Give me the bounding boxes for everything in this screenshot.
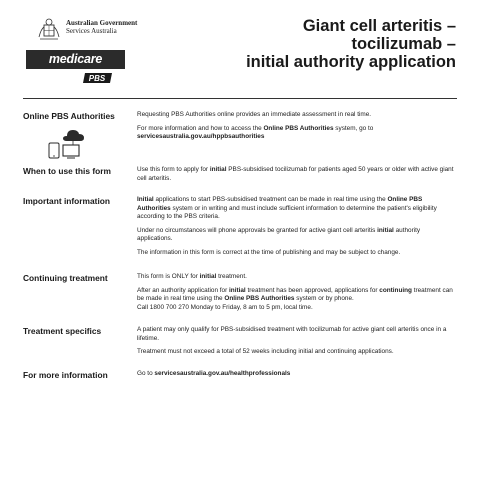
bold-run: initial — [209, 166, 227, 173]
text-run: Under no circumstances will phone approvals be granted for active giant cell arteritis — [137, 226, 378, 234]
bold-run: Online PBS Authorities — [137, 196, 423, 212]
section-body — [137, 196, 455, 263]
title-line-3: initial authority application — [246, 53, 456, 71]
government-wordmark — [66, 19, 137, 35]
section-body — [137, 370, 455, 384]
cloud-devices-icon — [45, 125, 87, 159]
bold-run: continuing — [379, 286, 412, 294]
online-paragraph-2 — [137, 125, 455, 142]
text-run: After an authority application for — [137, 286, 230, 294]
bold-run: Initial — [137, 196, 154, 203]
more-paragraph-1 — [137, 370, 455, 379]
section-heading: Treatment specifics — [23, 326, 102, 336]
important-paragraph-1 — [137, 196, 455, 222]
gov-line-1: Australian Government — [66, 19, 138, 27]
specifics-paragraph-2: Treatment must not exceed a total of 52 weeks including initial and continuing applications. — [137, 348, 394, 356]
header-divider — [23, 98, 457, 99]
title-line-2: tocilizumab – — [351, 35, 456, 53]
text-run: Go to — [137, 370, 155, 377]
title-line-1: Giant cell arteritis – — [302, 17, 456, 35]
text-run: applications to start PBS-subsidised treatment can be made in real time using the — [153, 196, 388, 203]
text-run: authority applications. — [137, 226, 421, 243]
text-run: treatment has been approved, applications for — [245, 286, 380, 294]
important-paragraph-2 — [137, 227, 455, 244]
text-run: system, go to — [333, 124, 374, 132]
bold-run: Online PBS Authorities — [263, 124, 334, 132]
phone-line: Call 1800 700 270 Monday to Friday, 8 am to 5 pm, local time. — [137, 303, 313, 311]
bold-run: initial — [377, 226, 394, 234]
online-paragraph-1: Requesting PBS Authorities online provides an immediate assessment in real time. — [137, 111, 372, 118]
bold-run: initial — [199, 273, 217, 280]
section-heading: Online PBS Authorities — [23, 111, 115, 121]
gov-line-2: Services Australia — [66, 27, 117, 35]
pbs-logo — [82, 72, 113, 84]
section-body — [137, 326, 455, 362]
specifics-paragraph-1: A patient may only qualify for PBS-subsidised treatment with tocilizumab for active giant cell arteritis once in a lifetime. — [137, 326, 447, 342]
continuing-paragraph-2 — [137, 287, 455, 313]
page-header — [0, 0, 480, 90]
medicare-logo: medicare — [26, 50, 125, 69]
text-run: For more information and how to access the — [137, 124, 264, 132]
coat-of-arms-icon — [36, 17, 62, 43]
section-body — [137, 166, 455, 188]
section-body — [137, 111, 455, 147]
bold-run: initial — [229, 286, 246, 294]
section-heading: For more information — [23, 370, 108, 380]
section-heading: When to use this form — [23, 166, 111, 176]
link-healthprofessionals[interactable]: servicesaustralia.gov.au/healthprofessionals — [154, 370, 291, 377]
link-hppbsauthorities[interactable]: servicesaustralia.gov.au/hppbsauthorities — [137, 133, 265, 141]
important-paragraph-3: The information in this form is correct at the time of publishing and may be subject to change. — [137, 248, 401, 256]
when-paragraph-1 — [137, 166, 455, 183]
section-heading: Continuing treatment — [23, 273, 108, 283]
continuing-paragraph-1 — [137, 273, 455, 282]
text-run: system or in writing and must include sufficient information to determine the patient's eligibility according to the PBS criteria. — [137, 204, 437, 221]
text-run: This form is ONLY for — [137, 273, 200, 280]
section-heading: Important information — [23, 196, 111, 206]
section-body — [137, 273, 455, 317]
page-title — [216, 17, 456, 71]
text-run: treatment can be made in real time using the — [137, 286, 453, 303]
text-run: PBS-subsidised tocilizumab for patients aged 50 years or older with active giant cell arteritis. — [137, 166, 454, 182]
text-run: system or by phone. — [294, 295, 354, 303]
bold-run: Online PBS Authorities — [224, 295, 295, 303]
text-run: treatment. — [216, 273, 247, 280]
pbs-logo-text: PBS — [88, 74, 106, 83]
text-run: Use this form to apply for — [137, 166, 210, 173]
